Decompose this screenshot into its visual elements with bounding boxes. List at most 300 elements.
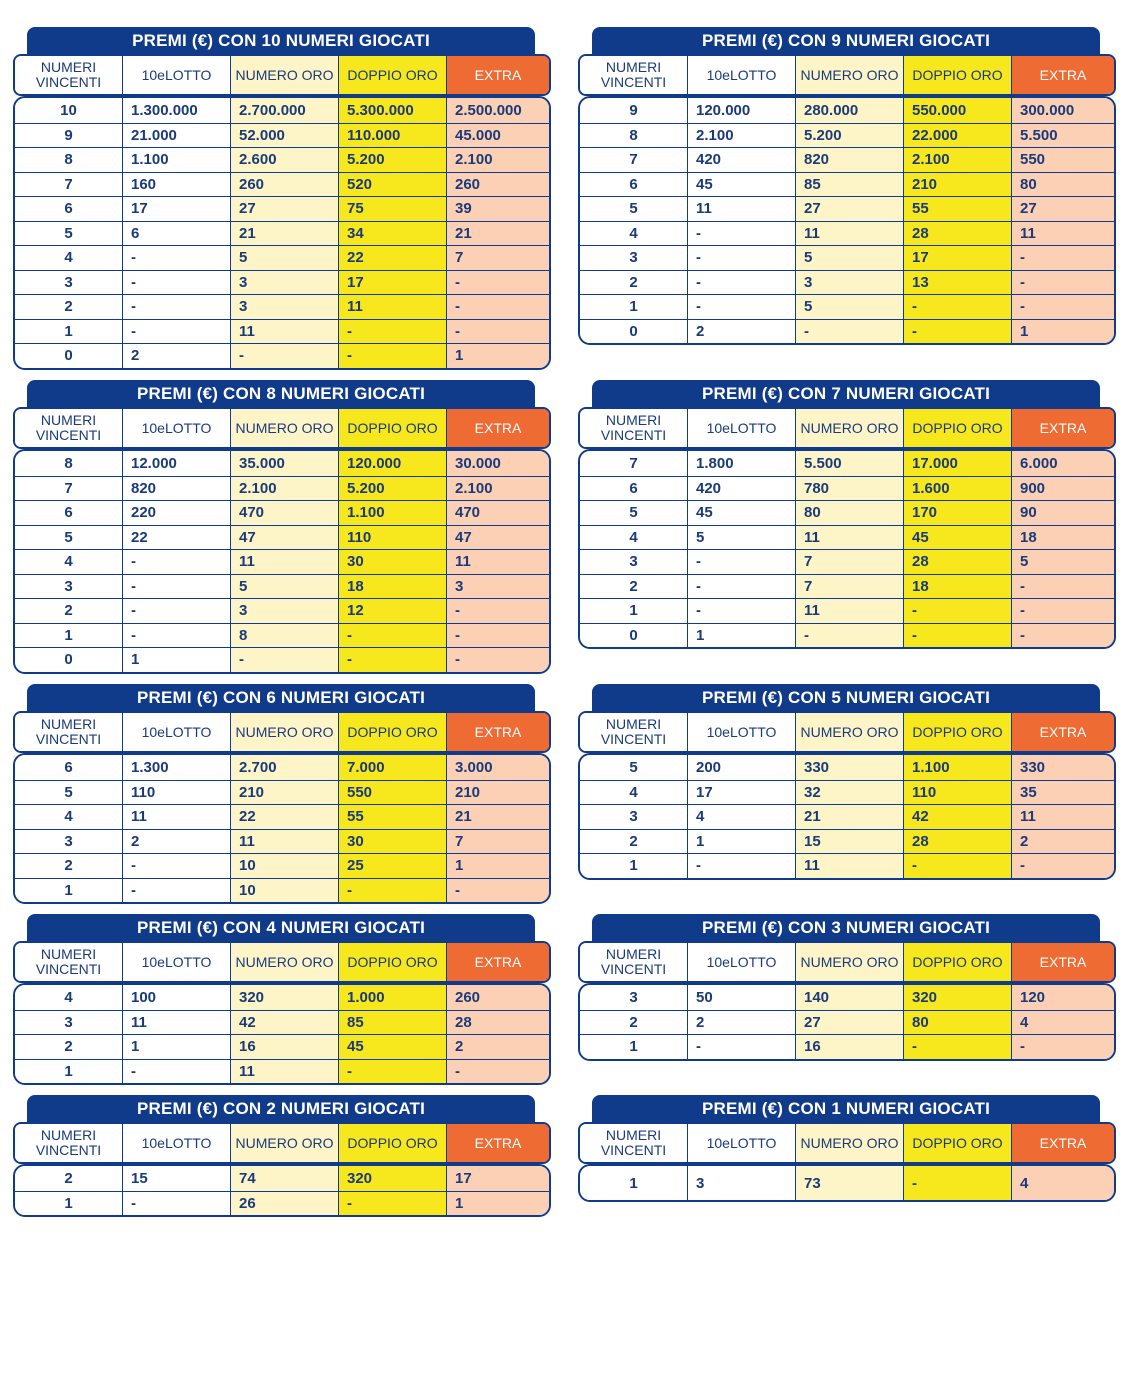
cell-numeri-vincenti: 3 [15,1010,122,1035]
header-numero-oro: NUMERO ORO [795,1124,903,1162]
header-numero-oro: NUMERO ORO [795,56,903,94]
table-title: PREMI (€) CON 10 NUMERI GIOCATI [27,27,535,54]
cell-numeri-vincenti: 4 [15,549,122,574]
cell-diecielotto: - [122,549,230,574]
cell-diecielotto: 11 [122,804,230,829]
cell-doppio-oro: - [903,1034,1011,1059]
cell-numero-oro: 320 [230,985,338,1010]
prize-table [13,380,551,674]
table-row [580,1166,1114,1200]
header-diecielotto: 10eLOTTO [122,56,230,94]
cell-doppio-oro: 1.100 [338,500,446,525]
cell-numeri-vincenti: 2 [580,270,687,295]
cell-numero-oro: 11 [795,525,903,550]
cell-extra: - [1011,574,1114,599]
header-diecielotto: 10eLOTTO [122,1124,230,1162]
table-header [13,54,551,96]
table-row [580,221,1114,246]
header-diecielotto: 10eLOTTO [687,56,795,94]
cell-diecielotto: 22 [122,525,230,550]
cell-extra: - [1011,623,1114,648]
cell-doppio-oro: 28 [903,829,1011,854]
cell-numero-oro: 280.000 [795,98,903,123]
cell-numeri-vincenti: 2 [15,294,122,319]
cell-diecielotto: - [122,574,230,599]
cell-diecielotto: - [687,598,795,623]
table-row [15,1059,549,1084]
cell-extra: 3.000 [446,755,549,780]
cell-diecielotto: 11 [687,196,795,221]
cell-numeri-vincenti: 9 [15,123,122,148]
cell-doppio-oro: 11 [338,294,446,319]
table-title: PREMI (€) CON 2 NUMERI GIOCATI [27,1095,535,1122]
cell-doppio-oro: 5.300.000 [338,98,446,123]
cell-numeri-vincenti: 2 [15,598,122,623]
table-row [15,294,549,319]
cell-diecielotto: - [687,221,795,246]
cell-doppio-oro: 18 [903,574,1011,599]
table-row [15,245,549,270]
cell-numero-oro: 5 [230,245,338,270]
cell-diecielotto: 6 [122,221,230,246]
table-row [15,1166,549,1191]
cell-diecielotto: 3 [687,1166,795,1200]
cell-numeri-vincenti: 5 [15,780,122,805]
table-row [580,98,1114,123]
cell-extra: 45.000 [446,123,549,148]
table-row [580,525,1114,550]
cell-doppio-oro: 2.100 [903,147,1011,172]
cell-extra: 2 [446,1034,549,1059]
cell-extra: 47 [446,525,549,550]
cell-numero-oro: 3 [230,598,338,623]
table-row [15,623,549,648]
cell-diecielotto: - [122,319,230,344]
cell-numeri-vincenti: 4 [15,245,122,270]
header-diecielotto: 10eLOTTO [122,943,230,981]
cell-diecielotto: 220 [122,500,230,525]
cell-diecielotto: 12.000 [122,451,230,476]
cell-extra: 5.500 [1011,123,1114,148]
cell-extra: 330 [1011,755,1114,780]
prize-table [578,380,1116,649]
cell-numeri-vincenti: 1 [580,598,687,623]
cell-numeri-vincenti: 10 [15,98,122,123]
table-row [580,985,1114,1010]
cell-diecielotto: 17 [687,780,795,805]
header-diecielotto: 10eLOTTO [122,713,230,751]
table-row [15,123,549,148]
cell-numeri-vincenti: 9 [580,98,687,123]
cell-doppio-oro: 42 [903,804,1011,829]
cell-diecielotto: 11 [122,1010,230,1035]
cell-diecielotto: 120.000 [687,98,795,123]
cell-doppio-oro: 1.100 [903,755,1011,780]
cell-numeri-vincenti: 4 [580,525,687,550]
header-numeri-vincenti: NUMERI VINCENTI [15,1124,122,1162]
table-body [13,753,551,904]
prize-table [13,1095,551,1217]
cell-numeri-vincenti: 8 [580,123,687,148]
header-numeri-vincenti: NUMERI VINCENTI [580,1124,687,1162]
cell-numeri-vincenti: 5 [15,525,122,550]
header-doppio-oro: DOPPIO ORO [338,409,446,447]
cell-numero-oro: 330 [795,755,903,780]
cell-numero-oro: 470 [230,500,338,525]
table-row [15,147,549,172]
cell-diecielotto: - [687,294,795,319]
cell-doppio-oro: 110 [903,780,1011,805]
cell-doppio-oro: 1.600 [903,476,1011,501]
cell-extra: 900 [1011,476,1114,501]
cell-doppio-oro: - [338,343,446,368]
cell-doppio-oro: 75 [338,196,446,221]
cell-numero-oro: 260 [230,172,338,197]
cell-extra: 300.000 [1011,98,1114,123]
table-row [15,500,549,525]
header-extra: EXTRA [446,409,549,447]
cell-doppio-oro: 18 [338,574,446,599]
cell-numero-oro: 15 [795,829,903,854]
cell-numero-oro: 47 [230,525,338,550]
cell-diecielotto: 1 [122,647,230,672]
cell-numeri-vincenti: 3 [580,245,687,270]
cell-numero-oro: 3 [230,294,338,319]
cell-extra: 90 [1011,500,1114,525]
table-title: PREMI (€) CON 6 NUMERI GIOCATI [27,684,535,711]
table-body [578,753,1116,880]
cell-numeri-vincenti: 2 [580,1010,687,1035]
cell-diecielotto: 50 [687,985,795,1010]
table-title: PREMI (€) CON 5 NUMERI GIOCATI [592,684,1100,711]
cell-numeri-vincenti: 6 [15,500,122,525]
table-body [13,983,551,1085]
cell-numero-oro: 11 [230,549,338,574]
cell-numero-oro: 21 [795,804,903,829]
table-header [13,711,551,753]
table-row [15,804,549,829]
cell-numeri-vincenti: 7 [580,451,687,476]
cell-doppio-oro: 30 [338,549,446,574]
table-body [578,1164,1116,1202]
table-row [580,598,1114,623]
table-row [15,755,549,780]
cell-doppio-oro: - [338,1059,446,1084]
cell-numero-oro: 5.200 [795,123,903,148]
table-row [580,451,1114,476]
cell-diecielotto: 1 [687,623,795,648]
table-header [13,941,551,983]
table-row [15,319,549,344]
cell-doppio-oro: - [903,853,1011,878]
cell-doppio-oro: 34 [338,221,446,246]
cell-extra: 120 [1011,985,1114,1010]
cell-numero-oro: 5 [795,245,903,270]
cell-extra: - [446,878,549,903]
table-row [15,1034,549,1059]
cell-doppio-oro: 17 [338,270,446,295]
table-row [580,780,1114,805]
prize-table [13,684,551,904]
cell-numero-oro: 11 [230,319,338,344]
header-numero-oro: NUMERO ORO [230,1124,338,1162]
table-row [580,123,1114,148]
header-doppio-oro: DOPPIO ORO [903,713,1011,751]
cell-numeri-vincenti: 6 [580,476,687,501]
cell-numero-oro: - [230,343,338,368]
table-row [580,147,1114,172]
table-row [580,1034,1114,1059]
cell-numeri-vincenti: 2 [580,829,687,854]
table-row [15,647,549,672]
cell-extra: 80 [1011,172,1114,197]
cell-extra: - [446,319,549,344]
header-extra: EXTRA [446,943,549,981]
prize-table [578,1095,1116,1202]
cell-doppio-oro: 170 [903,500,1011,525]
cell-numero-oro: 2.600 [230,147,338,172]
cell-extra: - [446,1059,549,1084]
prize-table [578,914,1116,1061]
table-row [580,294,1114,319]
table-header [578,711,1116,753]
cell-doppio-oro: 13 [903,270,1011,295]
cell-diecielotto: - [122,1191,230,1216]
cell-diecielotto: 21.000 [122,123,230,148]
header-numero-oro: NUMERO ORO [230,713,338,751]
cell-numero-oro: 2.700 [230,755,338,780]
cell-doppio-oro: 25 [338,853,446,878]
cell-numeri-vincenti: 4 [580,780,687,805]
header-numeri-vincenti: NUMERI VINCENTI [15,409,122,447]
header-diecielotto: 10eLOTTO [687,713,795,751]
cell-doppio-oro: 45 [903,525,1011,550]
cell-numeri-vincenti: 5 [580,196,687,221]
cell-doppio-oro: 320 [338,1166,446,1191]
cell-diecielotto: 420 [687,147,795,172]
cell-extra: - [446,623,549,648]
cell-extra: - [446,647,549,672]
cell-extra: 17 [446,1166,549,1191]
table-row [15,1010,549,1035]
cell-numero-oro: 11 [230,1059,338,1084]
header-doppio-oro: DOPPIO ORO [903,409,1011,447]
header-numero-oro: NUMERO ORO [795,943,903,981]
header-numero-oro: NUMERO ORO [230,56,338,94]
cell-doppio-oro: 1.000 [338,985,446,1010]
cell-doppio-oro: 110 [338,525,446,550]
cell-doppio-oro: 550 [338,780,446,805]
cell-diecielotto: - [687,549,795,574]
cell-extra: 5 [1011,549,1114,574]
header-doppio-oro: DOPPIO ORO [338,56,446,94]
cell-extra: 35 [1011,780,1114,805]
table-header [578,407,1116,449]
table-body [13,1164,551,1217]
cell-extra: 2.100 [446,476,549,501]
table-row [580,319,1114,344]
table-row [15,878,549,903]
cell-extra: 18 [1011,525,1114,550]
cell-numeri-vincenti: 1 [15,1191,122,1216]
cell-numero-oro: 820 [795,147,903,172]
cell-doppio-oro: 520 [338,172,446,197]
table-row [580,172,1114,197]
cell-extra: 21 [446,804,549,829]
cell-diecielotto: 1.100 [122,147,230,172]
cell-extra: 1 [446,343,549,368]
table-row [15,780,549,805]
cell-numero-oro: 11 [795,853,903,878]
cell-numeri-vincenti: 6 [580,172,687,197]
cell-numero-oro: - [795,319,903,344]
cell-diecielotto: 1.800 [687,451,795,476]
cell-diecielotto: - [687,574,795,599]
header-doppio-oro: DOPPIO ORO [338,943,446,981]
cell-extra: 260 [446,172,549,197]
cell-numeri-vincenti: 1 [580,853,687,878]
cell-extra: - [1011,245,1114,270]
table-row [580,574,1114,599]
cell-extra: 27 [1011,196,1114,221]
cell-diecielotto: 110 [122,780,230,805]
cell-numero-oro: 52.000 [230,123,338,148]
table-row [15,853,549,878]
cell-diecielotto: 820 [122,476,230,501]
table-header [13,1122,551,1164]
header-extra: EXTRA [446,713,549,751]
cell-numero-oro: 16 [230,1034,338,1059]
header-extra: EXTRA [1011,713,1114,751]
table-body [13,96,551,370]
table-row [580,804,1114,829]
header-numeri-vincenti: NUMERI VINCENTI [580,943,687,981]
cell-numero-oro: 32 [795,780,903,805]
cell-numero-oro: 8 [230,623,338,648]
header-extra: EXTRA [1011,409,1114,447]
cell-extra: 550 [1011,147,1114,172]
table-row [580,853,1114,878]
cell-numero-oro: 27 [795,1010,903,1035]
cell-doppio-oro: - [338,878,446,903]
header-numeri-vincenti: NUMERI VINCENTI [15,713,122,751]
table-body [578,96,1116,345]
table-row [580,755,1114,780]
header-numero-oro: NUMERO ORO [230,943,338,981]
cell-numero-oro: 3 [230,270,338,295]
cell-doppio-oro: 5.200 [338,476,446,501]
cell-diecielotto: - [122,623,230,648]
header-extra: EXTRA [446,1124,549,1162]
cell-diecielotto: 2 [122,829,230,854]
cell-doppio-oro: 80 [903,1010,1011,1035]
cell-extra: 1 [1011,319,1114,344]
cell-numero-oro: 16 [795,1034,903,1059]
cell-numero-oro: 85 [795,172,903,197]
header-numero-oro: NUMERO ORO [230,409,338,447]
cell-numeri-vincenti: 8 [15,451,122,476]
cell-diecielotto: - [687,270,795,295]
cell-numeri-vincenti: 4 [580,221,687,246]
cell-doppio-oro: 120.000 [338,451,446,476]
cell-diecielotto: 1.300.000 [122,98,230,123]
cell-extra: - [1011,294,1114,319]
table-row [580,476,1114,501]
cell-numeri-vincenti: 2 [580,574,687,599]
cell-numero-oro: - [795,623,903,648]
cell-numero-oro: 73 [795,1166,903,1200]
cell-doppio-oro: - [903,294,1011,319]
table-row [15,270,549,295]
header-diecielotto: 10eLOTTO [687,943,795,981]
cell-extra: 470 [446,500,549,525]
cell-numeri-vincenti: 1 [580,294,687,319]
cell-extra: - [446,294,549,319]
header-extra: EXTRA [446,56,549,94]
cell-numeri-vincenti: 0 [580,319,687,344]
table-row [580,1010,1114,1035]
cell-doppio-oro: - [338,647,446,672]
table-body [578,449,1116,649]
cell-doppio-oro: 12 [338,598,446,623]
cell-diecielotto: 100 [122,985,230,1010]
cell-extra: - [1011,1034,1114,1059]
cell-doppio-oro: 55 [338,804,446,829]
cell-extra: 2.100 [446,147,549,172]
cell-numeri-vincenti: 4 [15,804,122,829]
cell-extra: 2 [1011,829,1114,854]
cell-numeri-vincenti: 1 [580,1166,687,1200]
cell-extra: 11 [1011,804,1114,829]
cell-numero-oro: 11 [795,598,903,623]
cell-diecielotto: 1 [122,1034,230,1059]
cell-diecielotto: - [122,878,230,903]
cell-diecielotto: 4 [687,804,795,829]
cell-doppio-oro: - [903,598,1011,623]
cell-numeri-vincenti: 1 [580,1034,687,1059]
cell-diecielotto: 1.300 [122,755,230,780]
cell-numeri-vincenti: 5 [580,500,687,525]
prize-table [578,684,1116,880]
cell-doppio-oro: - [338,1191,446,1216]
cell-numeri-vincenti: 2 [15,853,122,878]
cell-numero-oro: 5.500 [795,451,903,476]
cell-numero-oro: 21 [230,221,338,246]
cell-numeri-vincenti: 1 [15,623,122,648]
cell-diecielotto: - [122,270,230,295]
cell-numero-oro: 7 [795,549,903,574]
cell-numeri-vincenti: 7 [15,172,122,197]
header-extra: EXTRA [1011,943,1114,981]
cell-diecielotto: 15 [122,1166,230,1191]
cell-numero-oro: 26 [230,1191,338,1216]
cell-extra: 28 [446,1010,549,1035]
cell-numeri-vincenti: 7 [15,476,122,501]
cell-numero-oro: 5 [795,294,903,319]
header-diecielotto: 10eLOTTO [687,1124,795,1162]
table-title: PREMI (€) CON 7 NUMERI GIOCATI [592,380,1100,407]
table-title: PREMI (€) CON 1 NUMERI GIOCATI [592,1095,1100,1122]
cell-extra: 4 [1011,1166,1114,1200]
cell-numeri-vincenti: 0 [580,623,687,648]
cell-diecielotto: 2 [122,343,230,368]
table-title: PREMI (€) CON 4 NUMERI GIOCATI [27,914,535,941]
table-header [13,407,551,449]
table-row [580,623,1114,648]
cell-numeri-vincenti: 1 [15,878,122,903]
cell-extra: 260 [446,985,549,1010]
cell-numero-oro: 27 [230,196,338,221]
